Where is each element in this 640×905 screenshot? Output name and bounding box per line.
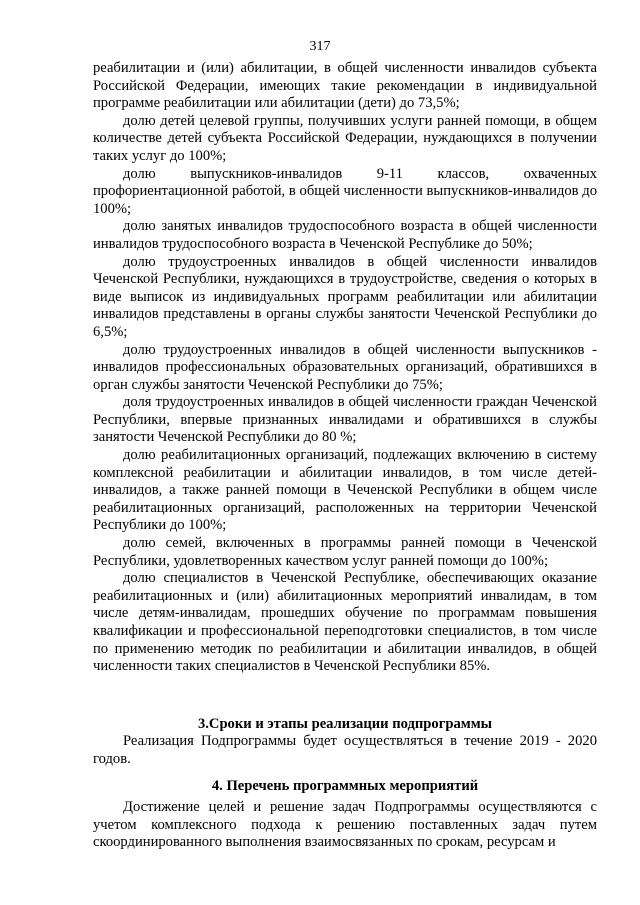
section-3-text: Реализация Подпрограммы будет осуществляться в течение 2019 - 2020 годов. bbox=[93, 733, 597, 767]
section-4-heading: 4. Перечень программных мероприятий bbox=[211, 777, 479, 794]
section-4-text: Достижение целей и решение задач Подпрограммы осуществляются с учетом комплексного подхода к решению поставленных задач путем скоординированного выполнения взаимосвязанных по срокам, ресурсам и bbox=[93, 799, 597, 851]
paragraph: долю реабилитационных организаций, подлежащих включению в систему комплексной реабилитации и абилитации инвалидов, в том числе детей-инвалидов, а также ранней помощи в Чеченской Республики в общем числе реабилитационных организаций, расположенных на территории Чеченской Республики до 100%; bbox=[93, 447, 597, 534]
section-3-heading: 3.Сроки и этапы реализации подпрограммы bbox=[197, 715, 493, 732]
paragraph: долю специалистов в Чеченской Республике, обеспечивающих оказание реабилитационных и (или) абилитационных мероприятий инвалидам, в том числе детям-инвалидам, прошедших обучение по программам повышения квалификации и профессиональной переподготовки специалистов, в том числе по применению методик по реабилитации и абилитации инвалидов, в общей численности таких специалистов в Чеченской Республики 85%. bbox=[93, 570, 597, 675]
document-body bbox=[93, 60, 597, 852]
paragraph: долю выпускников-инвалидов 9-11 классов, охваченных профориентационной работой, в общей численности выпускников-инвалидов до 100%; bbox=[93, 165, 597, 217]
page-number: 317 bbox=[309, 39, 331, 54]
paragraph: долю занятых инвалидов трудоспособного возраста в общей численности инвалидов трудоспособного возраста в Чеченской Республике до 50%; bbox=[93, 218, 597, 252]
paragraph: долю детей целевой группы, получивших услуги ранней помощи, в общем количестве детей субъекта Российской Федерации, нуждающихся в получении таких услуг до 100%; bbox=[93, 112, 597, 164]
paragraph: доля трудоустроенных инвалидов в общей численности граждан Чеченской Республики, впервые признанных инвалидами и обратившихся в службы занятости Чеченской Республики до 80 %; bbox=[93, 394, 597, 446]
paragraph: долю семей, включенных в программы ранней помощи в Чеченской Республики, удовлетворенных качеством услуг ранней помощи до 100%; bbox=[93, 535, 597, 569]
paragraph: долю трудоустроенных инвалидов в общей численности инвалидов Чеченской Республики, нуждающихся в трудоустройстве, сведения о которых в виде выписок из индивидуальных программ реабилитации или абилитации инвалидов представлены в органы службы занятости Чеченской Республики до 6,5%; bbox=[93, 253, 597, 340]
paragraph: долю трудоустроенных инвалидов в общей численности выпускников - инвалидов профессиональных образовательных организаций, обратившихся в орган службы занятости Чеченской Республики до 75%; bbox=[93, 341, 597, 393]
paragraph: реабилитации и (или) абилитации, в общей численности инвалидов субъекта Российской Федерации, имеющих такие рекомендации в индивидуальной программе реабилитации или абилитации (дети) до 73,5%; bbox=[93, 60, 597, 112]
